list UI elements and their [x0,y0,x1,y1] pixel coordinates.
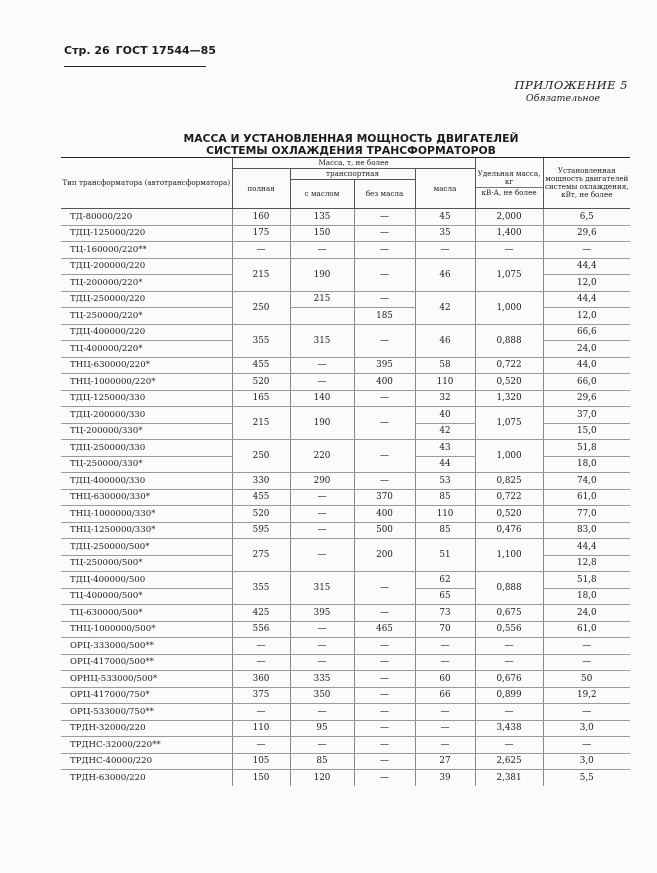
full-mass-cell: 105 [232,753,290,770]
oil-mass-cell: 58 [415,357,475,374]
specific-mass-cell: 1,000 [475,291,543,324]
col-header-transport: транспортная [290,169,415,180]
specific-mass-cell: 1,100 [475,539,543,572]
cooling-power-cell: 18,0 [543,456,630,473]
specific-mass-cell: 0,722 [475,489,543,506]
cooling-power-cell: 15,0 [543,423,630,440]
header-rule [64,66,206,67]
cooling-power-cell: 83,0 [543,522,630,539]
full-mass-cell: — [232,242,290,259]
without-oil-cell: — [354,225,415,242]
table-row [61,258,630,275]
without-oil-cell: — [354,638,415,655]
full-mass-cell: — [232,654,290,671]
full-mass-cell: 110 [232,720,290,737]
with-oil-cell: 315 [290,572,354,605]
without-oil-cell: 185 [354,308,415,325]
cooling-power-cell: 61,0 [543,489,630,506]
without-oil-cell: 465 [354,621,415,638]
table-row [61,506,630,523]
without-oil-cell: 400 [354,506,415,523]
without-oil-cell: — [354,242,415,259]
with-oil-cell: 140 [290,390,354,407]
full-mass-cell: 455 [232,489,290,506]
specific-mass-cell: — [475,654,543,671]
with-oil-cell: — [290,654,354,671]
oil-mass-cell: — [415,654,475,671]
with-oil-cell: — [290,638,354,655]
without-oil-cell: — [354,390,415,407]
cooling-power-cell: 61,0 [543,621,630,638]
table-row [61,753,630,770]
with-oil-cell: — [290,704,354,721]
without-oil-cell: — [354,291,415,308]
specific-mass-cell: 2,000 [475,209,543,226]
cooling-power-cell: 44,4 [543,539,630,556]
oil-mass-cell: 65 [415,588,475,605]
specific-mass-cell: 1,075 [475,407,543,440]
with-oil-cell: 95 [290,720,354,737]
with-oil-cell: 220 [290,440,354,473]
with-oil-cell: — [290,242,354,259]
type-cell: ТДЦ-400000/330 [61,473,232,490]
table-row [61,539,630,556]
type-cell: ТНЦ-1000000/220* [61,374,232,391]
oil-mass-cell: 110 [415,374,475,391]
type-cell: ТДЦ-250000/220 [61,291,232,308]
table-row [61,621,630,638]
table-row [61,407,630,424]
with-oil-cell: 190 [290,258,354,291]
specific-mass-cell: 0,888 [475,324,543,357]
without-oil-cell: — [354,324,415,357]
with-oil-cell: 350 [290,687,354,704]
with-oil-cell: — [290,489,354,506]
with-oil-cell: 215 [290,291,354,308]
full-mass-cell: 250 [232,291,290,324]
full-mass-cell: 595 [232,522,290,539]
oil-mass-cell: 60 [415,671,475,688]
specific-mass-cell: 0,825 [475,473,543,490]
oil-mass-cell: 46 [415,324,475,357]
type-cell: ТЦ-400000/220* [61,341,232,358]
type-cell: ОРЦ-417000/500** [61,654,232,671]
type-cell: ТД-80000/220 [61,209,232,226]
full-mass-cell: 520 [232,506,290,523]
cooling-power-cell: 44,4 [543,291,630,308]
table-row [61,390,630,407]
specific-mass-cell: 0,675 [475,605,543,622]
cooling-power-cell: 77,0 [543,506,630,523]
cooling-power-cell: 12,8 [543,555,630,572]
type-cell: ОРЦ-333000/500** [61,638,232,655]
without-oil-cell: 395 [354,357,415,374]
table-row [61,225,630,242]
with-oil-cell: — [290,374,354,391]
full-mass-cell: 215 [232,407,290,440]
appendix-note: Обязательное [525,93,600,104]
specific-mass-cell: 0,899 [475,687,543,704]
full-mass-cell: — [232,737,290,754]
cooling-power-cell: 12,0 [543,275,630,292]
full-mass-cell: 355 [232,324,290,357]
cooling-power-cell: 51,8 [543,572,630,589]
cooling-power-cell: 29,6 [543,225,630,242]
table-row [61,242,630,259]
type-cell: ОРНЦ-533000/500* [61,671,232,688]
specific-mass-cell: 2,381 [475,770,543,786]
type-cell: ТНЦ-1000000/330* [61,506,232,523]
oil-mass-cell: — [415,242,475,259]
page-header [64,44,216,57]
table-body [61,209,630,786]
oil-mass-cell: 32 [415,390,475,407]
table-row [61,605,630,622]
type-cell: ОРЦ-533000/750** [61,704,232,721]
specific-mass-cell: 1,075 [475,258,543,291]
table-row [61,440,630,457]
type-cell: ТНЦ-630000/330* [61,489,232,506]
with-oil-cell: 395 [290,605,354,622]
with-oil-cell: — [290,621,354,638]
oil-mass-cell: 27 [415,753,475,770]
oil-mass-cell: 70 [415,621,475,638]
type-cell: ТДЦ-400000/220 [61,324,232,341]
table-row [61,720,630,737]
appendix-title: ПРИЛОЖЕНИЕ 5 [514,78,628,92]
with-oil-cell: 135 [290,209,354,226]
with-oil-cell: 290 [290,473,354,490]
cooling-power-cell: 44,0 [543,357,630,374]
cooling-power-cell: 74,0 [543,473,630,490]
table-row [61,374,630,391]
table-row [61,209,630,226]
full-mass-cell: — [232,704,290,721]
type-cell: ТДЦ-250000/500* [61,539,232,556]
without-oil-cell: — [354,704,415,721]
table-row [61,291,630,308]
table-row [61,489,630,506]
without-oil-cell: — [354,605,415,622]
type-cell: ТЦ-250000/330* [61,456,232,473]
specific-mass-cell: 0,556 [475,621,543,638]
table-row [61,473,630,490]
with-oil-cell: — [290,539,354,572]
data-table [61,157,630,786]
specific-mass-cell: — [475,242,543,259]
table-title-line-1: МАССА И УСТАНОВЛЕННАЯ МОЩНОСТЬ ДВИГАТЕЛЕЙ [183,132,519,145]
without-oil-cell: 500 [354,522,415,539]
oil-mass-cell: 46 [415,258,475,291]
col-header-full: полная [232,169,290,209]
cooling-power-cell: — [543,737,630,754]
type-cell: ТЦ-400000/500* [61,588,232,605]
without-oil-cell: — [354,720,415,737]
oil-mass-cell: 53 [415,473,475,490]
table-row [61,704,630,721]
oil-mass-cell: 39 [415,770,475,786]
cooling-power-cell: 66,6 [543,324,630,341]
with-oil-cell: — [290,737,354,754]
oil-mass-cell: 43 [415,440,475,457]
cooling-power-cell: — [543,242,630,259]
with-oil-cell: 315 [290,324,354,357]
full-mass-cell: 330 [232,473,290,490]
with-oil-cell: — [290,506,354,523]
full-mass-cell: 150 [232,770,290,786]
with-oil-cell: 120 [290,770,354,786]
specific-mass-cell: 3,438 [475,720,543,737]
cooling-power-cell: — [543,638,630,655]
full-mass-cell: 375 [232,687,290,704]
full-mass-cell: 355 [232,572,290,605]
oil-mass-cell: 35 [415,225,475,242]
full-mass-cell: 556 [232,621,290,638]
without-oil-cell: — [354,572,415,605]
cooling-power-cell: 12,0 [543,308,630,325]
full-mass-cell: 175 [232,225,290,242]
full-mass-cell: — [232,638,290,655]
specific-mass-cell: 1,400 [475,225,543,242]
specific-mass-cell: 0,520 [475,374,543,391]
standard-number: ГОСТ 17544—85 [115,44,216,57]
table-title [160,133,542,157]
with-oil-cell: — [290,357,354,374]
cooling-power-cell: 24,0 [543,341,630,358]
type-cell: ТЦ-200000/330* [61,423,232,440]
specific-mass-cell: 0,476 [475,522,543,539]
without-oil-cell: — [354,770,415,786]
table-row [61,324,630,341]
without-oil-cell: — [354,258,415,291]
specific-mass-cell: — [475,638,543,655]
page-number: Стр. 26 [64,44,110,57]
cooling-power-cell: 5,5 [543,770,630,786]
without-oil-cell: — [354,687,415,704]
type-cell: ТЦ-630000/500* [61,605,232,622]
oil-mass-cell: 66 [415,687,475,704]
table-row [61,671,630,688]
cooling-power-cell: 37,0 [543,407,630,424]
type-cell: ОРЦ-417000/750* [61,687,232,704]
specific-mass-cell: 1,000 [475,440,543,473]
oil-mass-cell: — [415,737,475,754]
table-row [61,357,630,374]
oil-mass-cell: 51 [415,539,475,572]
cooling-power-cell: 19,2 [543,687,630,704]
with-oil-cell: 150 [290,225,354,242]
with-oil-cell: 85 [290,753,354,770]
specific-mass-cell: — [475,704,543,721]
col-header-oil: масла [415,169,475,209]
cooling-power-cell: 29,6 [543,390,630,407]
table-row [61,308,630,325]
table-row [61,638,630,655]
with-oil-cell: 190 [290,407,354,440]
type-cell: ТЦ-250000/220* [61,308,232,325]
col-header-cooling-power: Установленная мощность двигателей системы охлаждения, кВт, не более [543,158,630,209]
type-cell: ТДЦ-200000/220 [61,258,232,275]
type-cell: ТНЦ-1250000/330* [61,522,232,539]
oil-mass-cell: — [415,720,475,737]
without-oil-cell: — [354,473,415,490]
cooling-power-cell: — [543,654,630,671]
full-mass-cell: 275 [232,539,290,572]
cooling-power-cell: 66,0 [543,374,630,391]
table-row [61,737,630,754]
type-cell: ТДЦ-125000/330 [61,390,232,407]
full-mass-cell: 455 [232,357,290,374]
table-row [61,572,630,589]
without-oil-cell: — [354,654,415,671]
cooling-power-cell: 50 [543,671,630,688]
specific-mass-cell: 0,676 [475,671,543,688]
cooling-power-cell: — [543,704,630,721]
oil-mass-cell: 62 [415,572,475,589]
without-oil-cell: — [354,753,415,770]
full-mass-cell: 160 [232,209,290,226]
table-row [61,522,630,539]
oil-mass-cell: 85 [415,522,475,539]
without-oil-cell: 370 [354,489,415,506]
with-oil-cell [290,308,354,325]
cooling-power-cell: 3,0 [543,720,630,737]
oil-mass-cell: 110 [415,506,475,523]
without-oil-cell: — [354,671,415,688]
cooling-power-cell: 18,0 [543,588,630,605]
full-mass-cell: 360 [232,671,290,688]
without-oil-cell: — [354,737,415,754]
table-row [61,654,630,671]
oil-mass-cell: 45 [415,209,475,226]
full-mass-cell: 215 [232,258,290,291]
without-oil-cell: — [354,209,415,226]
type-cell: ТДЦ-250000/330 [61,440,232,457]
col-header-without-oil: без масла [354,180,415,209]
specific-mass-cell: 2,625 [475,753,543,770]
type-cell: ТНЦ-630000/220* [61,357,232,374]
type-cell: ТЦ-200000/220* [61,275,232,292]
specific-mass-cell: 0,520 [475,506,543,523]
cooling-power-cell: 3,0 [543,753,630,770]
table-row [61,770,630,786]
without-oil-cell: 200 [354,539,415,572]
full-mass-cell: 250 [232,440,290,473]
full-mass-cell: 165 [232,390,290,407]
full-mass-cell: 520 [232,374,290,391]
type-cell: ТРДН-32000/220 [61,720,232,737]
oil-mass-cell: — [415,704,475,721]
specific-mass-cell: — [475,737,543,754]
col-header-specific-mass [475,158,543,209]
oil-mass-cell: 40 [415,407,475,424]
type-cell: ТЦ-160000/220** [61,242,232,259]
type-cell: ТРДН-63000/220 [70,772,146,783]
without-oil-cell: — [354,407,415,440]
specific-mass-unit: кВ·А, не более [476,187,543,197]
table-title-line-2: СИСТЕМЫ ОХЛАЖДЕНИЯ ТРАНСФОРМАТОРОВ [206,144,496,157]
type-cell: ТРДНС-32000/220** [61,737,232,754]
cooling-power-cell: 51,8 [543,440,630,457]
type-cell: ТЦ-250000/500* [61,555,232,572]
oil-mass-cell: — [415,638,475,655]
specific-mass-label: Удельная масса, кг [477,168,541,186]
oil-mass-cell: 42 [415,423,475,440]
specific-mass-cell: 0,888 [475,572,543,605]
specific-mass-cell: 1,320 [475,390,543,407]
type-cell: ТДЦ-200000/330 [61,407,232,424]
cooling-power-cell: 24,0 [543,605,630,622]
oil-mass-cell: 42 [415,291,475,324]
oil-mass-cell: 44 [415,456,475,473]
table-row [61,687,630,704]
with-oil-cell: — [290,522,354,539]
specific-mass-cell: 0,722 [475,357,543,374]
without-oil-cell: 400 [354,374,415,391]
col-header-mass-group: Масса, т, не более [232,158,475,169]
col-header-with-oil: с маслом [290,180,354,209]
type-cell: ТДЦ-125000/220 [61,225,232,242]
cooling-power-cell: 44,4 [543,258,630,275]
oil-mass-cell: 73 [415,605,475,622]
without-oil-cell: — [354,440,415,473]
with-oil-cell: 335 [290,671,354,688]
full-mass-cell: 425 [232,605,290,622]
type-cell: ТРДНС-40000/220 [61,753,232,770]
col-header-type: Тип трансформатора (автотрансформатора) [61,158,232,209]
type-cell: ТДЦ-400000/500 [61,572,232,589]
type-cell: ТНЦ-1000000/500* [61,621,232,638]
cooling-power-cell: 6,5 [543,209,630,226]
oil-mass-cell: 85 [415,489,475,506]
